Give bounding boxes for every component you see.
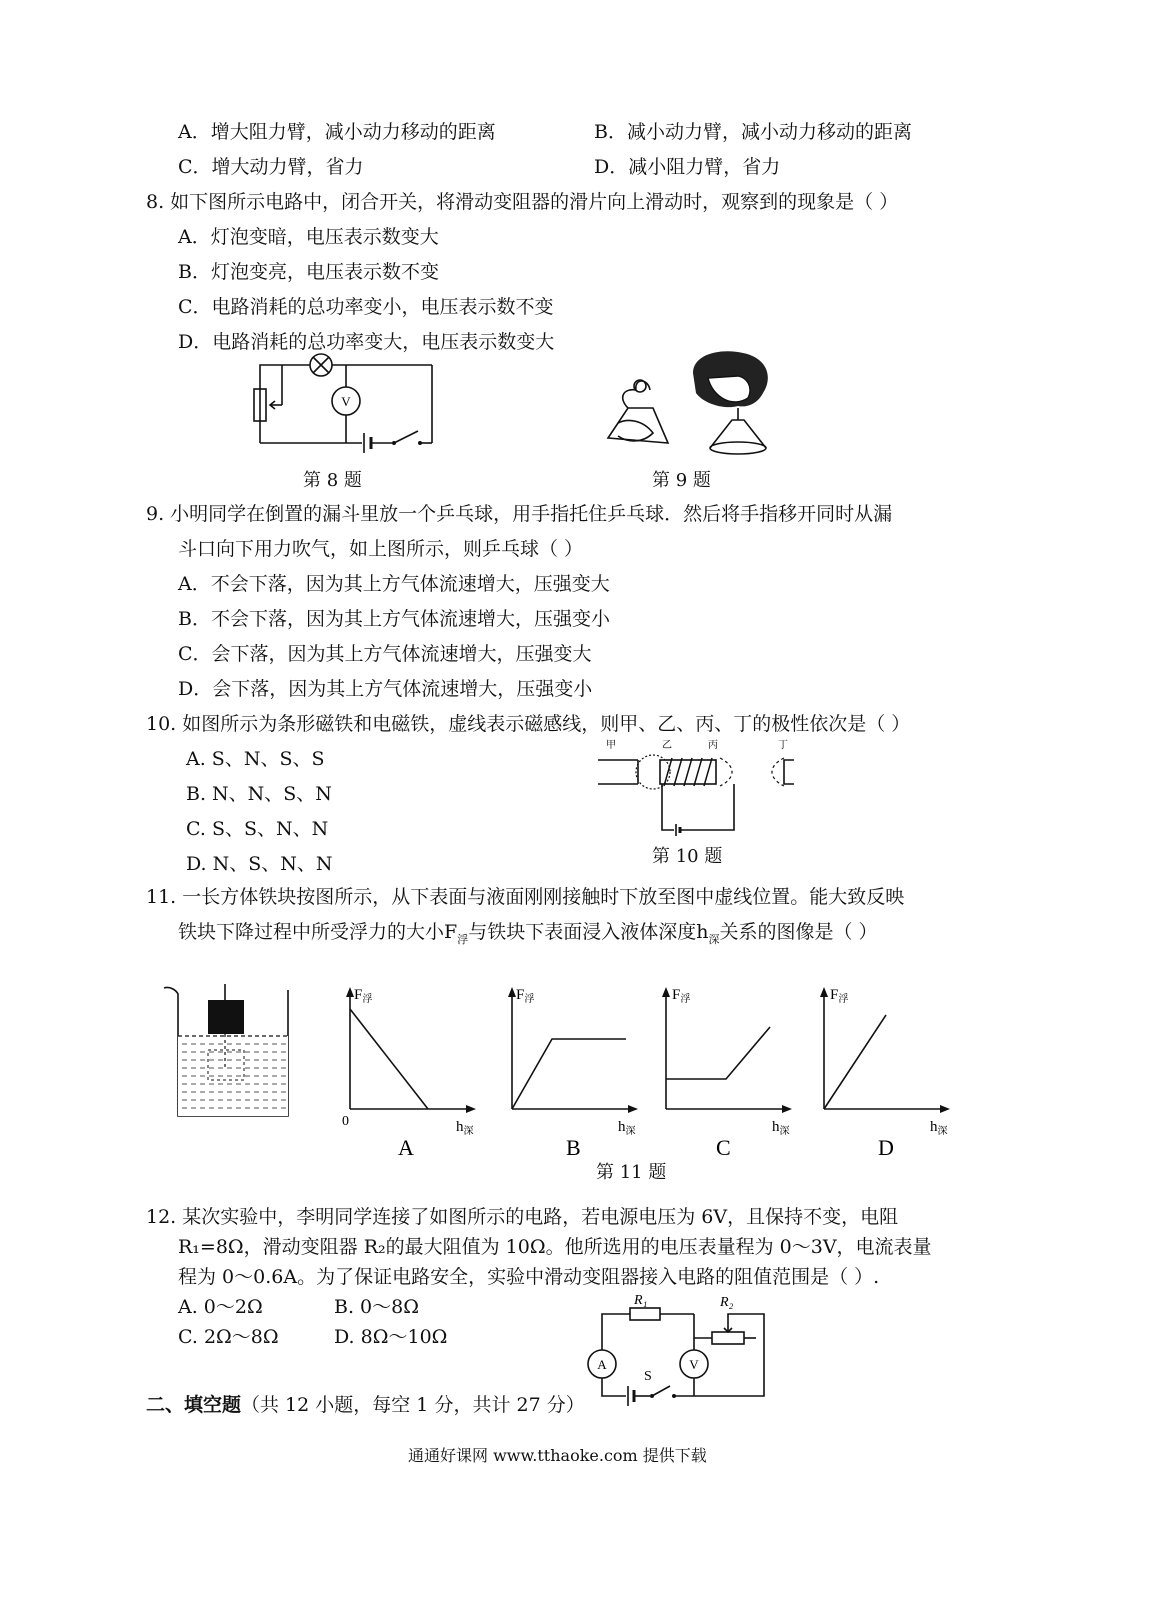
r2-rheostat-icon bbox=[712, 1332, 744, 1344]
q12-stem-line2: R₁=8Ω，滑动变阻器 R₂的最大阻值为 10Ω。他所选用的电压表量程为 0～3V，电流表量 bbox=[178, 1236, 932, 1258]
graph-d-line bbox=[824, 1015, 886, 1109]
q7-option-b: B．减小动力臂，减小动力移动的距离 bbox=[594, 121, 912, 143]
q12-option-c: C. 2Ω～8Ω bbox=[178, 1326, 279, 1348]
q10-option-b: B. N、N、S、N bbox=[186, 783, 332, 805]
q12-voltmeter-label: V bbox=[689, 1357, 699, 1372]
boy-blowing-icon bbox=[693, 351, 768, 454]
q12-ammeter-label: A bbox=[597, 1357, 607, 1372]
q8-option-a: A．灯泡变暗，电压表示数变大 bbox=[178, 226, 439, 248]
q7-option-c: C．增大动力臂，省力 bbox=[178, 156, 364, 178]
label-bing: 丙 bbox=[708, 740, 718, 751]
q9-option-b: B．不会下落，因为其上方气体流速增大，压强变小 bbox=[178, 608, 610, 630]
q12-option-b: B. 0～8Ω bbox=[334, 1296, 419, 1318]
q11-stem-line2: 铁块下降过程中所受浮力的大小$F_浮$与铁块下表面浸入液体深度$h_深$关系的图像是（ ） bbox=[178, 921, 878, 946]
graph-b-line bbox=[512, 1039, 626, 1109]
label-jia: 甲 bbox=[606, 740, 616, 751]
svg-text:F浮: $F_浮$ bbox=[830, 987, 849, 1005]
q8-option-b: B．灯泡变亮，电压表示数不变 bbox=[178, 261, 439, 283]
q9-option-d: D．会下落，因为其上方气体流速增大，压强变小 bbox=[178, 678, 593, 700]
svg-text:F浮: $F_浮$ bbox=[354, 987, 373, 1005]
r1-label: R₁ bbox=[634, 1293, 648, 1308]
q11-graph-d bbox=[806, 985, 956, 1160]
q8-circuit-figure bbox=[250, 355, 440, 455]
graph-b-label: B bbox=[566, 1135, 581, 1160]
q9-stem-line2: 斗口向下用力吹气，如上图所示，则乒乓球（ ） bbox=[178, 538, 584, 560]
svg-text:h深: $h_深$ bbox=[618, 1119, 636, 1137]
r1-resistor-icon bbox=[630, 1308, 660, 1320]
graph-a-line bbox=[350, 1009, 428, 1109]
svg-text:h深: $h_深$ bbox=[772, 1119, 790, 1137]
q7-option-d: D．减小阻力臂，省力 bbox=[594, 156, 781, 178]
q10-stem: 10. 如图所示为条形磁铁和电磁铁，虚线表示磁感线，则甲、乙、丙、丁的极性依次是（ ） bbox=[146, 713, 911, 735]
graph-d-label: D bbox=[878, 1135, 894, 1160]
label-ding: 丁 bbox=[778, 740, 788, 751]
q9-stem-line1: 9. 小明同学在倒置的漏斗里放一个乒乓球，用手指托住乒乓球．然后将手指移开同时从漏 bbox=[146, 503, 893, 525]
q11-graph-c bbox=[648, 985, 798, 1160]
q11-graph-b bbox=[494, 985, 644, 1160]
q8-option-c: C．电路消耗的总功率变小，电压表示数不变 bbox=[178, 296, 554, 318]
switch-icon bbox=[394, 431, 418, 443]
q12-option-d: D. 8Ω～10Ω bbox=[334, 1326, 448, 1348]
svg-text:h深: $h_深$ bbox=[456, 1119, 474, 1137]
svg-text:h深: $h_深$ bbox=[930, 1119, 948, 1137]
q9-funnel-figure bbox=[598, 348, 778, 463]
label-yi: 乙 bbox=[662, 740, 672, 751]
section2-heading: 二、填空题（共 12 小题，每空 1 分，共计 27 分） bbox=[146, 1394, 585, 1416]
q12-circuit-figure bbox=[586, 1290, 768, 1408]
q8-stem: 8. 如下图所示电路中，闭合开关，将滑动变阻器的滑片向上滑动时，观察到的现象是（ ） bbox=[146, 191, 899, 213]
r2-label: R₂ bbox=[720, 1295, 734, 1310]
q10-option-a: A. S、N、S、S bbox=[186, 748, 325, 770]
svg-text:F浮: $F_浮$ bbox=[672, 987, 691, 1005]
q11-beaker-figure bbox=[162, 980, 302, 1122]
hand-funnel-icon bbox=[608, 380, 668, 443]
q11-caption: 第 11 题 bbox=[596, 1162, 667, 1183]
graph-a-label: A bbox=[398, 1135, 414, 1160]
graph-c-label: C bbox=[716, 1135, 731, 1160]
q10-option-d: D. N、S、N、N bbox=[186, 853, 333, 875]
q12-stem-line1: 12. 某次实验中，李明同学连接了如图所示的电路，若电源电压为 6V，且保持不变，电阻 bbox=[146, 1206, 899, 1228]
q10-caption: 第 10 题 bbox=[652, 846, 723, 867]
q9-option-c: C．会下落，因为其上方气体流速增大，压强变大 bbox=[178, 643, 592, 665]
graph-c-line bbox=[666, 1027, 770, 1079]
q10-option-c: C. S、S、N、N bbox=[186, 818, 329, 840]
q11-stem-line1: 11. 一长方体铁块按图所示，从下表面与液面刚刚接触时下放至图中虚线位置。能大致反映 bbox=[146, 886, 905, 908]
q12-stem-line3: 程为 0～0.6A。为了保证电路安全，实验中滑动变阻器接入电路的阻值范围是（ ）. bbox=[178, 1266, 880, 1288]
q11-graph-a bbox=[332, 985, 482, 1160]
q10-magnet-figure bbox=[598, 738, 798, 838]
q8-option-d: D．电路消耗的总功率变大，电压表示数变大 bbox=[178, 331, 555, 353]
switch-label: S bbox=[644, 1369, 652, 1384]
page-footer: 通通好课网 www.tthaoke.com 提供下载 bbox=[408, 1446, 707, 1465]
q12-option-a: A. 0～2Ω bbox=[178, 1296, 263, 1318]
q9-option-a: A．不会下落，因为其上方气体流速增大，压强变大 bbox=[178, 573, 610, 595]
q8-voltmeter-label: V bbox=[341, 394, 351, 409]
switch-icon bbox=[652, 1386, 670, 1396]
iron-block-icon bbox=[208, 1000, 244, 1034]
q7-option-a: A．增大阻力臂，减小动力移动的距离 bbox=[178, 121, 496, 143]
svg-text:0: 0 bbox=[342, 1114, 349, 1129]
svg-text:F浮: $F_浮$ bbox=[516, 987, 535, 1005]
q9-caption: 第 9 题 bbox=[652, 470, 711, 491]
q8-caption: 第 8 题 bbox=[303, 470, 362, 491]
